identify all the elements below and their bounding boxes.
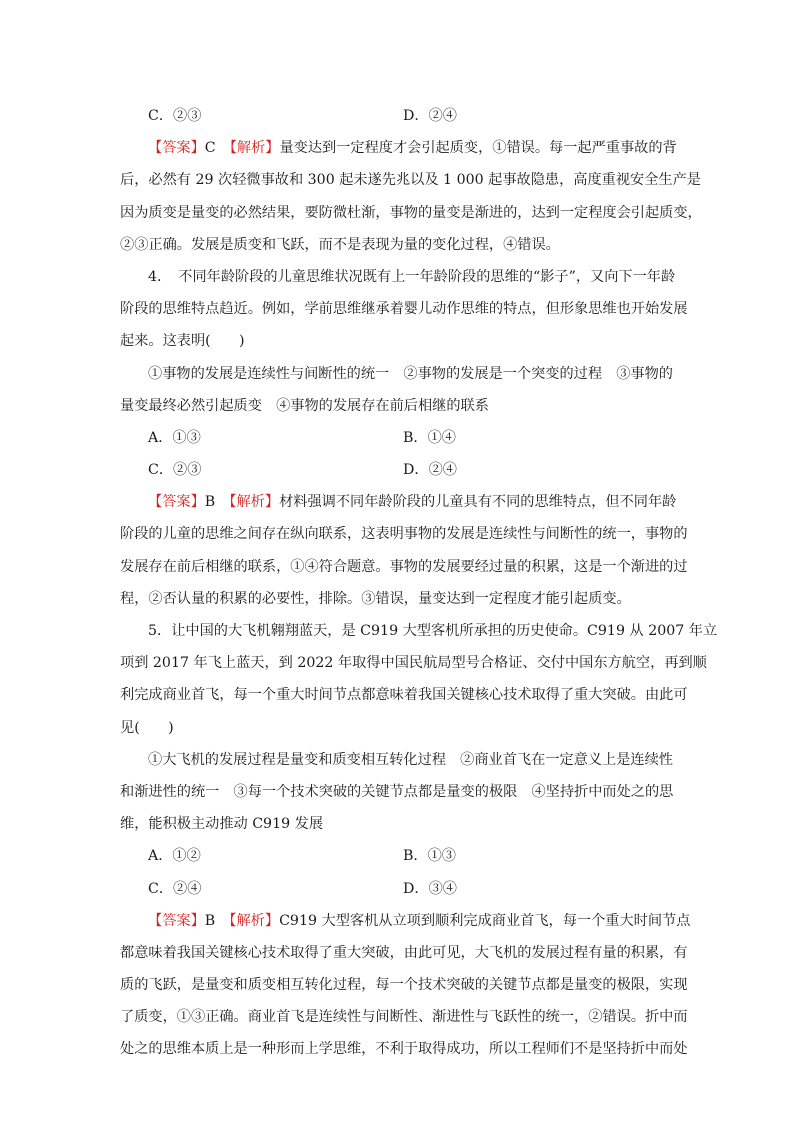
q4-stem-line-1: 4． 不同年龄阶段的儿童思维状况既有上一年龄阶段的思维的“影子”，又向下一年龄 <box>148 268 676 285</box>
q4-statement-line-2: 量变最终必然引起质变 ④事物的发展存在前后相继的联系 <box>120 397 489 414</box>
q4-answer-block <box>120 486 688 615</box>
q5-option-c: C．②④ <box>148 880 202 897</box>
q5-statement-line-3: 维，能积极主动推动 C919 发展 <box>120 816 324 833</box>
q4-statement-line-1: ①事物的发展是连续性与间断性的统一 ②事物的发展是一个突变的过程 ③事物的 <box>148 365 673 382</box>
q5-options-row-ab <box>120 840 675 872</box>
q3-answer-line-2: 后，必然有 29 次轻微事故和 300 起未遂先兆以及 1 000 起事故隐患，高度重视安全生产是 <box>120 172 701 189</box>
q4-answer-line-4: 程，②否认量的积累的必要性，排除。③错误，量变达到一定程度才能引起质变。 <box>120 590 631 607</box>
q5-statement-line-2: 和渐进性的统一 ③每一个技术突破的关键节点都是量变的极限 ④坚持折中而处之的思 <box>120 783 674 800</box>
q5-statements <box>120 744 675 841</box>
q4-options-row-cd <box>120 454 675 486</box>
q5-stem-line-2: 项到 2017 年飞上蓝天，到 2022 年取得中国民航局型号合格证、交付中国东方航空，再到顺 <box>120 655 707 672</box>
q3-answer-line-3: 因为质变是量变的必然结果，要防微杜渐，事物的量变是渐进的，达到一定程度会引起质变， <box>120 204 702 221</box>
q4-option-c: C．②③ <box>148 462 202 479</box>
q3-answer-line-4: ②③正确。发展是质变和飞跃，而不是表现为量的变化过程，④错误。 <box>120 236 560 253</box>
analysis-text: 材料强调不同年龄阶段的儿童具有不同的思维特点，但不同年龄 <box>279 494 677 511</box>
q4-statements <box>120 358 675 422</box>
answer-label: 【答案】 <box>148 912 205 929</box>
answer-letter: C <box>204 140 216 157</box>
q5-answer-line-2: 都意味着我国关键核心技术取得了重大突破，由此可见，大飞机的发展过程有量的积累，有 <box>120 944 688 961</box>
answer-label: 【答案】 <box>148 140 205 157</box>
q5-option-b: B．①③ <box>403 848 456 865</box>
q5-stem-line-4: 见( ) <box>120 719 174 736</box>
q5-options-row-cd <box>120 873 675 905</box>
q5-answer-line-5: 处之的思维本质上是一种形而上学思维，不利于取得成功，所以工程师们不是坚持折中而处 <box>120 1041 688 1058</box>
q5-answer-block <box>120 905 691 1066</box>
q4-option-b: B．①④ <box>403 429 456 446</box>
q4-option-a: A．①③ <box>148 429 201 446</box>
q4-stem-line-3: 起来。这表明( ) <box>120 333 245 350</box>
answer-letter: B <box>204 912 216 929</box>
q4-options-row-ab <box>120 422 675 454</box>
analysis-label: 【解析】 <box>229 912 280 929</box>
answer-letter: B <box>204 494 216 511</box>
q5-option-d: D．③④ <box>403 880 457 897</box>
q5-answer-line-1 <box>120 905 691 937</box>
q5-stem-line-1: 5．让中国的大飞机翱翔蓝天，是 C919 大型客机所承担的历史使命。C919 从 2007 年立 <box>148 623 718 639</box>
analysis-label: 【解析】 <box>229 494 280 511</box>
q3-options-row-cd <box>120 100 675 132</box>
question-content <box>120 100 718 1066</box>
answer-label: 【答案】 <box>148 494 205 511</box>
q5-stem-line-3: 利完成商业首飞，每一个重大时间节点都意味着我国关键核心技术取得了重大突破。由此可 <box>120 687 688 704</box>
q4-answer-line-2: 阶段的儿童的思维之间存在纵向联系，这表明事物的发展是连续性与间断性的统一，事物的 <box>120 526 688 543</box>
q4-answer-line-3: 发展存在前后相继的联系，①④符合题意。事物的发展要经过量的积累，这是一个渐进的过 <box>120 558 688 575</box>
q4-stem-line-2: 阶段的思维特点趋近。例如，学前思维继承着婴儿动作思维的特点，但形象思维也开始发展 <box>120 301 688 318</box>
q5-answer-line-4: 了质变，①③正确。商业首飞是连续性与间断性、渐进性与飞跃性的统一，②错误。折中而 <box>120 1009 688 1026</box>
q4-stem <box>120 261 688 358</box>
q4-answer-line-1 <box>120 486 675 518</box>
analysis-text: C919 大型客机从立项到顺利完成商业首飞，每一个重大时间节点 <box>279 912 691 929</box>
q3-answer-block <box>120 132 702 261</box>
q5-stem <box>120 615 718 744</box>
q5-statement-line-1: ①大飞机的发展过程是量变和质变相互转化过程 ②商业首飞在一定意义上是连续性 <box>148 751 673 768</box>
analysis-label: 【解析】 <box>229 140 280 157</box>
q3-option-c: C．②③ <box>148 108 202 124</box>
analysis-text: 量变达到一定程度才会引起质变，①错误。每一起严重事故的背 <box>279 140 677 157</box>
q3-option-d: D．②④ <box>403 108 457 124</box>
q3-answer-line-1 <box>120 132 675 164</box>
q4-option-d: D．②④ <box>403 462 457 479</box>
q5-option-a: A．①② <box>148 848 201 865</box>
q5-answer-line-3: 质的飞跃，是量变和质变相互转化过程，每一个技术突破的关键节点都是量变的极限，实现 <box>120 977 688 994</box>
